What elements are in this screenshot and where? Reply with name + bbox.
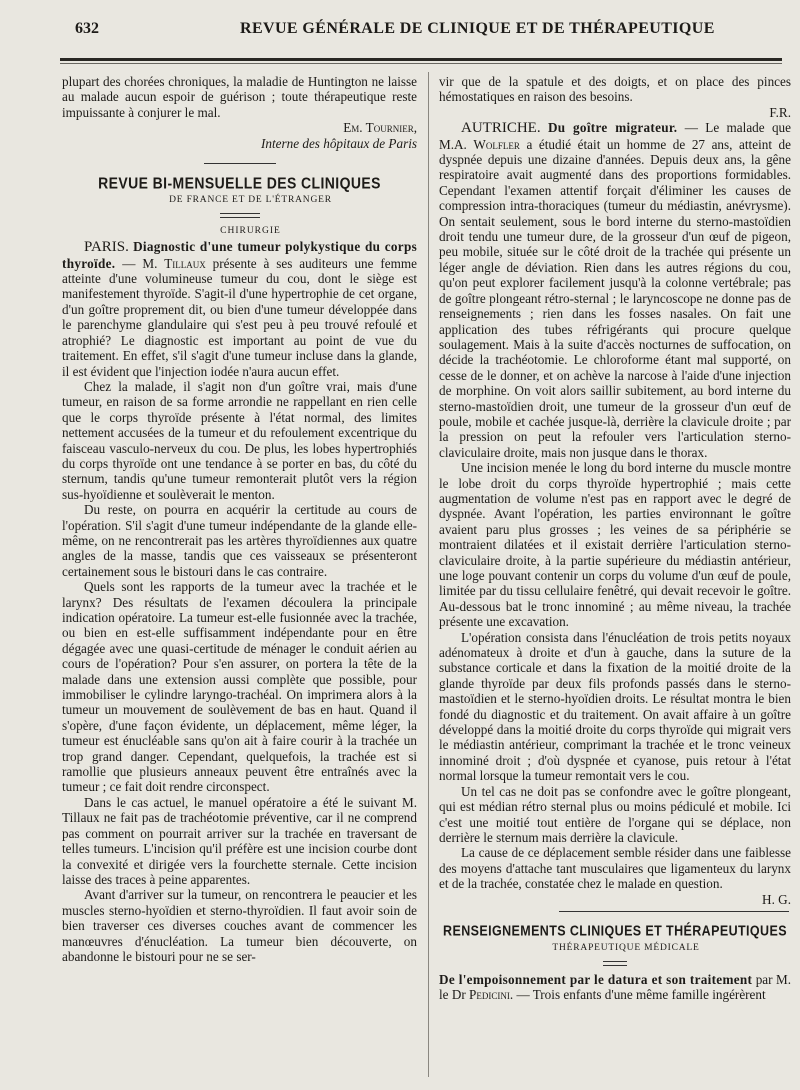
lead-paragraph (439, 120, 791, 460)
page-number: 632 (75, 20, 99, 37)
paragraph: Dans le cas actuel, le manuel opératoire a été le suivant M. Tillaux ne fait pas de trachéotomie préventive, car il ne comprend pas comment on pourrait arriver sur la trachée en traversant de telles tumeurs. L'incision qu'il préfère est une incision courbe dont la convexité et dirigée vers la fourchette sternale. Cette incision laisse des traces à peine apparentes. (62, 794, 417, 887)
author-initials: H. G. (762, 891, 791, 907)
article-title: Du goître migrateur. (547, 120, 678, 136)
section-subtitle: THÉRAPEUTIQUE MÉDICALE (552, 943, 700, 954)
author-name: Em. Tournier, (343, 120, 417, 136)
right-column (439, 74, 791, 1003)
signature-name (62, 120, 417, 135)
paragraph: Quels sont les rapports de la tumeur avec la trachée et le larynx? Des résultats de l'examen découlera la principale indication opératoire. La tumeur est-elle fusionnée avec la trachée, ou bien en est-elle suffisamment indépendante pour en être dégagée avec une quasi-certitude de ménager le conduit aérien au cours de l'opération? Pour s'en assurer, on portera la tête de la malade dans une extension aussi complète que possible, pour immobiliser le cylindre laryngo-trachéal. On imprimera alors à la tumeur un mouvement de soulèvement de bas en haut. Quand il s'opère, d'une façon évidente, un déplacement, même léger, la tumeur est énucléable sans qu'on ait à faire courir à la trachée un trop grand danger. Cependant, quelquefois, la trachée est si ramollie que plusieurs anneaux peuvent être entraînés avec la tumeur ; ce fait doit rendre circonspect. (62, 579, 417, 795)
header-rule (60, 58, 782, 61)
text-run: par M. le Dr (439, 971, 792, 1003)
paragraph: Avant d'arriver sur la tumeur, on rencontrera le peaucier et les muscles sterno-hyoïdien et sterno-thyroïdien. Il faut avoir soin de bien traverser ces diverses couches avant de commencer les manœuvres d'énucléation. La tumeur bien découverte, on abandonne le bistouri pour ne se ser- (62, 887, 417, 964)
text-run: a étudié était un homme de 27 ans, atteint de dyspnée depuis une dizaine d'années. Depuis deux ans, la gêne respiratoire avait augmenté dans des proportions formidables. Cependant l'examen attentif forçait d'éliminer les causes de compression intra-thoraciques (tumeur du médiastin, anévrysme). On sentait seulement, sous le bord interne du sterno-mastoïdien droit tendu une tumeur dure, de la grosseur d'un œuf de pigeon, peu mobile, située sur le côté droit de la trachée qui présente un léger angle de déviation. Rien dans les autres régions du cou, qu'on peut explorer facilement jusqu'à la colonne vertébrale; pas de goître plongeant rétro-sternal ; le laryncoscope ne donne pas de renseignements ; rien dans les fosses nasales. On fait une application des tubes réfrigérants qui procure quelque soulagement. Mais à la suite d'accès nocturnes de suffocation, on décide la trachéotomie. Le chloroforme étant mal supporté, on cesse de le donner, et on achève la narcose à l'aide d'une injection de morphine. On voit alors saillir subitement, au bord interne du sterno-mastoïdien droit, une tumeur de la grosseur d'un œuf de poule, mobile et cachée jusque-là, derrière la clavicule droite ; par la pression on peut la refouler vers l'articulation sterno-claviculaire droite, mais non jusque dans le thorax. (439, 136, 792, 460)
author-name: Tillaux (164, 255, 206, 271)
paragraph: plupart des chorées chroniques, la maladie de Huntington ne laisse au malade aucun espoir de guérison ; toute thérapeutique reste impuissante à conjurer le mal. (62, 74, 417, 120)
section-separator (559, 911, 789, 912)
paragraph: L'opération consista dans l'énucléation de trois petits noyaux adénomateux à droite et d'un à gauche, dans la suture de la substance corticale et dans la fixation de la moitié droite de la glande thyroïde par deux fils profonds passés dans le sterno-mastoïdien et le sterno-hyoïdien droits. Le résultat montra le bien fondé du diagnostic et du traitement. On avait affaire à un goître développé dans la moitié droite du corps thyroïde qui migrait vers le médiastin antérieur, comprimant la trachée et le tronc veineux innominé droit ; d'où dyspnée et cyanose, puis retour à l'état normal lorsque la tumeur remontait vers le cou. (439, 629, 791, 784)
author-initials: F.R. (769, 104, 791, 120)
text-run: — M. (115, 255, 165, 271)
ornament-rule (603, 961, 627, 966)
lead-paragraph (439, 972, 791, 1003)
section-separator (204, 163, 276, 164)
article-title: De l'empoisonnement par le datura et son traitement (439, 971, 753, 987)
header-rule-thin (60, 63, 782, 64)
place-name: AUTRICHE. (461, 120, 541, 137)
paragraph: La cause de ce déplacement semble résider dans une faiblesse des moyens d'attache tant musculaires que ligamenteux du larynx et de la trachée, constatée chez le malade en question. (439, 845, 791, 892)
author-name: Pedicini (469, 987, 510, 1003)
paragraph: Du reste, on pourra en acquérir la certitude au cours de l'opération. S'il s'agit d'une tumeur indépendante de la glande elle-même, on ne rencontrerait pas les artères thyroïdiennes aux quatre angles de la masse, tandis que ces vaisseaux se présenteront certainement sous le bistouri dans le cas contraire. (62, 502, 417, 579)
paragraph: Chez la malade, il s'agit non d'un goître vrai, mais d'une tumeur, en raison de sa forme arrondie ne rappellant en rien celle que le corps thyroïde présente à l'état normal, des limites nettement accusées de la tumeur et du refoulement excentrique du faisceau vasculo-nerveux du cou. De plus, les lobes hypertrophiés du corps thyroïde ont une tendance à se porter en bas, du côté du sternum, tandis qu'une tumeur remonterait plutôt vers la région sus-hyoïdienne et soulèverait le menton. (62, 378, 417, 502)
column-divider (428, 72, 429, 1077)
ornament-rule (220, 213, 260, 218)
journal-title: REVUE GÉNÉRALE DE CLINIQUE ET DE THÉRAPEUTIQUE (240, 20, 715, 37)
section-title: REVUE BI-MENSUELLE DES CLINIQUES (98, 173, 381, 193)
paragraph: Un tel cas ne doit pas se confondre avec le goître plongeant, qui est médian rétro sternal plus ou moins pédiculé et mobile. Ici c'est une moitié tout entière de l'organe qui se déplace, non derrière le sternum mais derrière la clavicule. (439, 783, 791, 845)
article-title: Diagnostic d'une tumeur polykystique du corps thyroïde. (62, 239, 418, 271)
place-name: PARIS. (84, 239, 129, 256)
text-run: présente à ses auditeurs une femme atteinte d'une volumineuse tumeur du cou, dont le siège est manifestement thyroïde. S'agit-il d'une hypertrophie de cet organe, d'un goître proprement dit, ou bien d'une tumeur développée dans le parenchyme glandulaire qui s'est peu à peu trouvé refoulé et atrophié? Le diagnostic est important au point de vue du traitement. En effet, s'il s'agit d'une tumeur incluse dans la glande, il est évident que l'injection iodée n'aura aucun effet. (62, 255, 417, 379)
paragraph: vir que de la spatule et des doigts, et on place des pinces hémostatiques en raison des besoins. (439, 74, 791, 105)
text-run: . — Trois enfants d'une même famille ingérèrent (509, 987, 766, 1003)
author-name: Wolfler (473, 136, 520, 152)
text-run: — Le malade que M.A. (439, 120, 792, 152)
lead-paragraph (62, 239, 417, 379)
paragraph: Une incision menée le long du bord interne du muscle montre le lobe droit du corps thyroïde hypertrophié ; mais cette augmentation de volume n'est pas en rapport avec le degré de dyspnée. Avant l'opération, les parties environnant le goître avaient paru plus grosses ; les veines de sa périphérie se montraient dilatées et il existait derrière l'articulation sterno-claviculaire droite, à la partie supérieure du médiastin antérieur, une loge pouvant contenir un corps du volume d'un œuf de poule, limitée par du tissu cellulaire fenêtré, qui devait recevoir le goître. Au-dessous bat le tronc innominé ; au même niveau, la trachée présente une excavation. (439, 460, 791, 630)
section-subtitle: DE FRANCE ET DE L'ÉTRANGER (169, 195, 332, 206)
running-head (60, 18, 780, 42)
section-title: RENSEIGNEMENTS CLINIQUES ET THÉRAPEUTIQUES (443, 922, 787, 939)
left-column (62, 74, 417, 964)
signature-role: Interne des hôpitaux de Paris (260, 135, 417, 151)
rubric: CHIRURGIE (220, 225, 281, 236)
